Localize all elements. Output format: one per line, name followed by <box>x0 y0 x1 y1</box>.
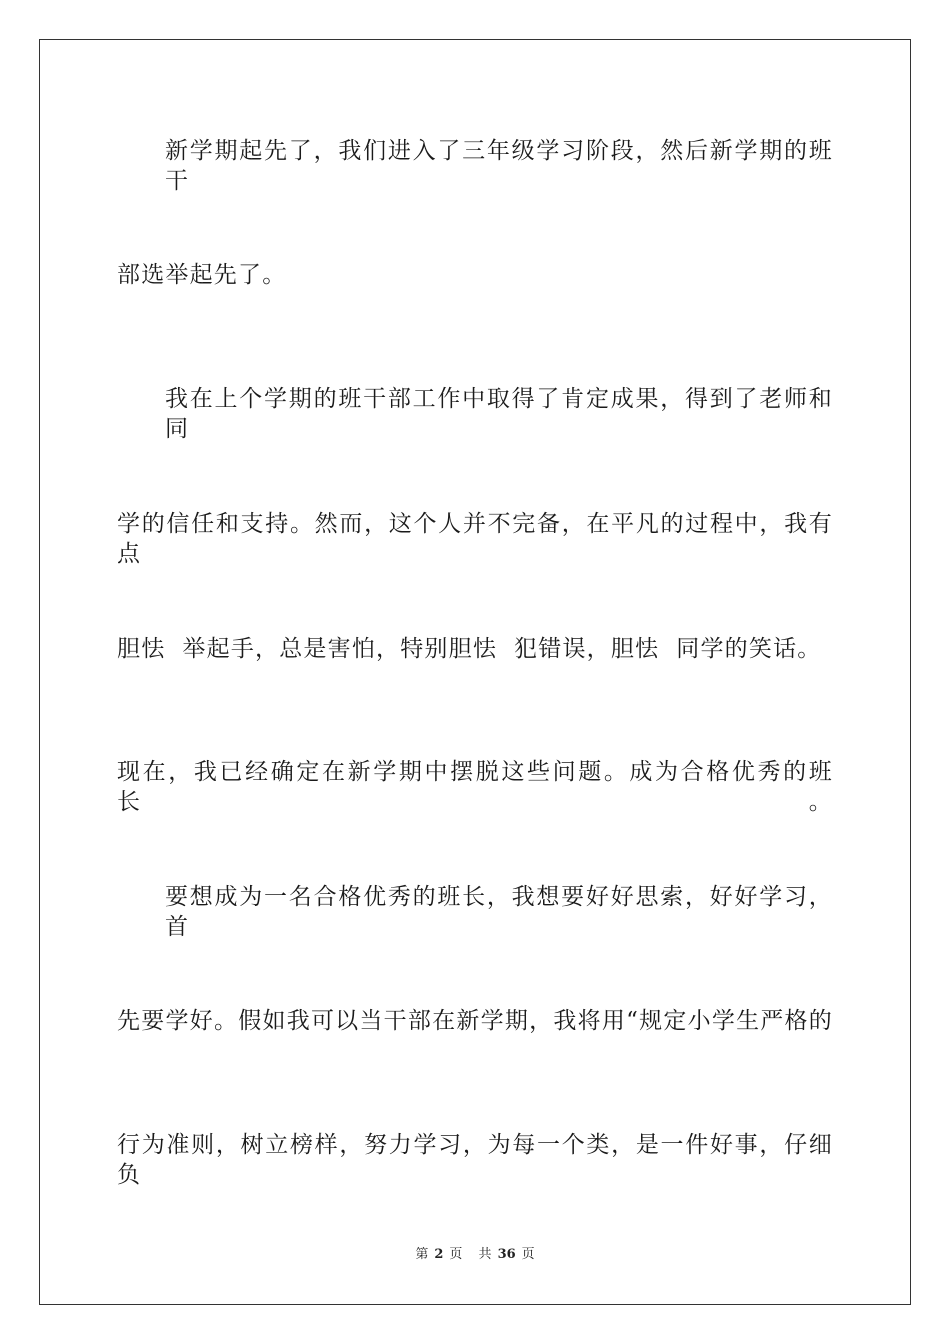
total-indicator <box>476 1247 538 1262</box>
total-prefix: 共 <box>478 1247 492 1262</box>
paragraph-2-line-2: 学的信任和支持。然而，这个人并不完备，在平凡的过程中，我有点 <box>117 511 833 567</box>
paragraph-3-line-3: 行为准则，树立榜样，努力学习，为每一个类，是一件好事，仔细负 <box>117 1132 833 1188</box>
page-border <box>39 39 911 1305</box>
page-indicator <box>412 1247 465 1262</box>
paragraph-2-line-1: 我在上个学期的班干部工作中取得了肯定成果，得到了老师和同 <box>165 386 833 442</box>
paragraph-2-line-4: 现在，我已经确定在新学期中摆脱这些问题。成为合格优秀的班长。 <box>117 759 833 815</box>
paragraph-1-line-1: 新学期起先了，我们进入了三年级学习阶段，然后新学期的班干 <box>165 138 833 194</box>
total-pages: 36 <box>497 1247 516 1262</box>
page-prefix: 第 <box>415 1247 429 1262</box>
paragraph-1-line-2: 部选举起先了。 <box>117 262 287 288</box>
page-footer <box>0 1246 950 1264</box>
total-suffix: 页 <box>521 1247 535 1262</box>
page-suffix: 页 <box>449 1247 463 1262</box>
paragraph-2-line-3: 胆怯 举起手，总是害怕，特别胆怯 犯错误，胆怯 同学的笑话。 <box>117 636 822 662</box>
paragraph-3-line-2: 先要学好。假如我可以当干部在新学期，我将用“规定小学生严格的 <box>117 1008 833 1034</box>
page-number: 2 <box>434 1247 444 1262</box>
paragraph-3-line-1: 要想成为一名合格优秀的班长，我想要好好思索，好好学习，首 <box>165 884 833 940</box>
